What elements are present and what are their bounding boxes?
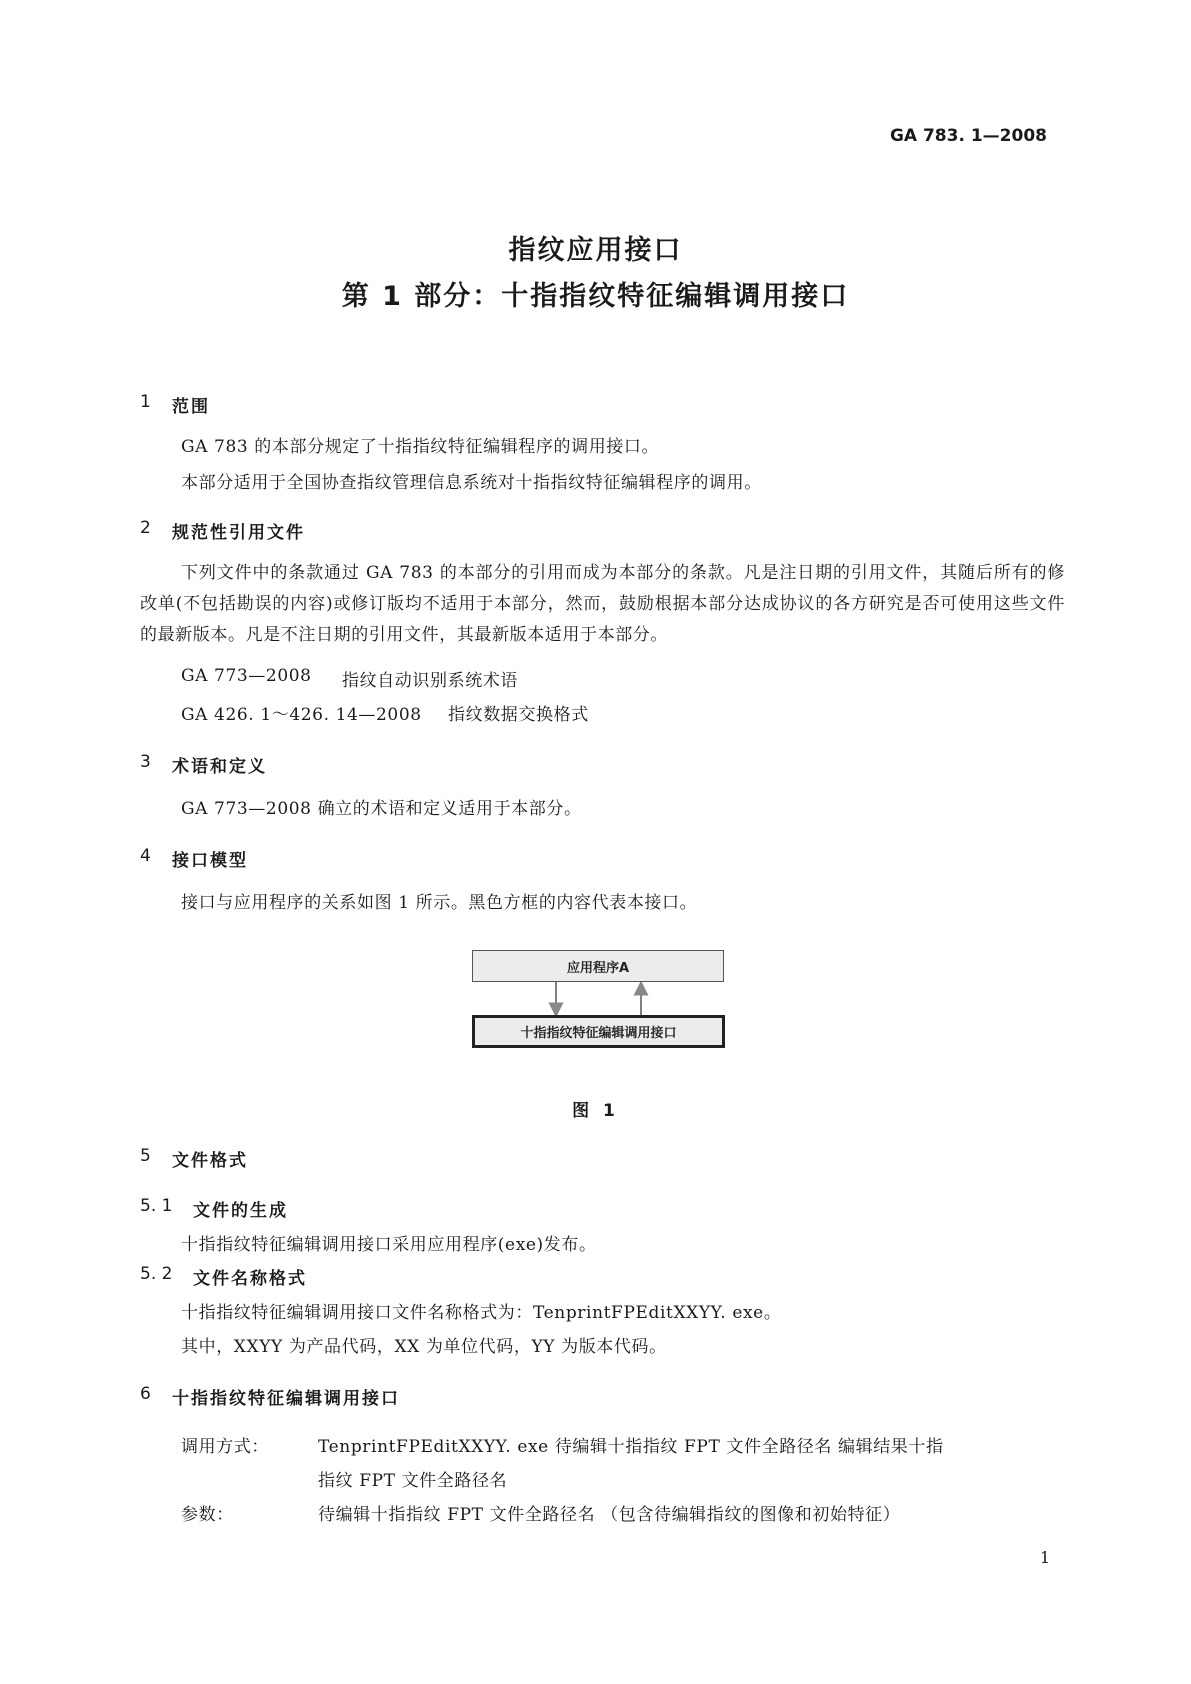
reference-1-code: GA 773—2008 (181, 666, 312, 686)
section-6-heading: 十指指纹特征编辑调用接口 (172, 1389, 400, 1409)
section-4-number: 4 (140, 846, 151, 866)
section-5-1-heading: 文件的生成 (193, 1201, 288, 1221)
section-3-heading: 术语和定义 (172, 757, 267, 777)
section-5-2-heading: 文件名称格式 (193, 1269, 307, 1289)
section-3-number: 3 (140, 752, 151, 772)
section-1-number: 1 (140, 392, 151, 412)
document-subtitle: 第 1 部分：十指指纹特征编辑调用接口 (341, 281, 850, 312)
section-2-heading: 规范性引用文件 (172, 523, 305, 543)
section-5-number: 5 (140, 1146, 151, 1166)
section-5-1-number: 5. 1 (140, 1196, 173, 1216)
section-2-number: 2 (140, 518, 151, 538)
section-1-paragraph-1: GA 783 的本部分规定了十指指纹特征编辑程序的调用接口。 (181, 437, 660, 457)
section-1-paragraph-2: 本部分适用于全国协查指纹管理信息系统对十指指纹特征编辑程序的调用。 (181, 473, 762, 493)
parameter-value: 待编辑十指指纹 FPT 文件全路径名 （包含待编辑指纹的图像和初始特征） (318, 1505, 901, 1525)
section-5-2-paragraph-2: 其中，XXYY 为产品代码，XX 为单位代码，YY 为版本代码。 (181, 1337, 667, 1357)
section-2-paragraph: 下列文件中的条款通过 GA 783 的本部分的引用而成为本部分的条款。凡是注日期的引用文件，其随后所有的修改单(不包括勘误的内容)或修订版均不适用于本部分，然而，鼓励根据本部分达成协议的各方研究是否可使用这些文件的最新版本。凡是不注日期的引用文件，其最新版本适用于本部分。 (140, 563, 1065, 645)
section-1-heading: 范围 (172, 397, 210, 417)
section-6-number: 6 (140, 1384, 151, 1404)
figure-box-application: 应用程序A (472, 950, 724, 982)
figure-arrows (540, 982, 660, 1016)
reference-1-title: 指纹自动识别系统术语 (342, 671, 518, 691)
section-5-2-number: 5. 2 (140, 1264, 173, 1284)
section-3-paragraph: GA 773—2008 确立的术语和定义适用于本部分。 (181, 799, 582, 819)
document-title: 指纹应用接口 (508, 235, 683, 266)
reference-2-code: GA 426. 1～426. 14—2008 (181, 705, 422, 725)
call-method-line-1: TenprintFPEditXXYY. exe 待编辑十指指纹 FPT 文件全路径名 编辑结果十指 (318, 1437, 944, 1457)
section-4-paragraph: 接口与应用程序的关系如图 1 所示。黑色方框的内容代表本接口。 (181, 893, 698, 913)
reference-2-title: 指纹数据交换格式 (448, 705, 589, 725)
standard-number: GA 783. 1—2008 (889, 126, 1047, 146)
figure-caption: 图 1 (572, 1101, 619, 1121)
section-5-2-paragraph-1: 十指指纹特征编辑调用接口文件名称格式为：TenprintFPEditXXYY. exe。 (181, 1303, 782, 1323)
section-4-heading: 接口模型 (172, 851, 248, 871)
parameter-label: 参数： (181, 1505, 234, 1525)
figure-box-interface: 十指指纹特征编辑调用接口 (472, 1015, 725, 1048)
page-number: 1 (1039, 1548, 1050, 1567)
call-method-label: 调用方式： (181, 1437, 269, 1457)
call-method-line-2: 指纹 FPT 文件全路径名 (318, 1471, 508, 1491)
section-5-heading: 文件格式 (172, 1151, 248, 1171)
section-5-1-paragraph: 十指指纹特征编辑调用接口采用应用程序(exe)发布。 (181, 1235, 597, 1255)
